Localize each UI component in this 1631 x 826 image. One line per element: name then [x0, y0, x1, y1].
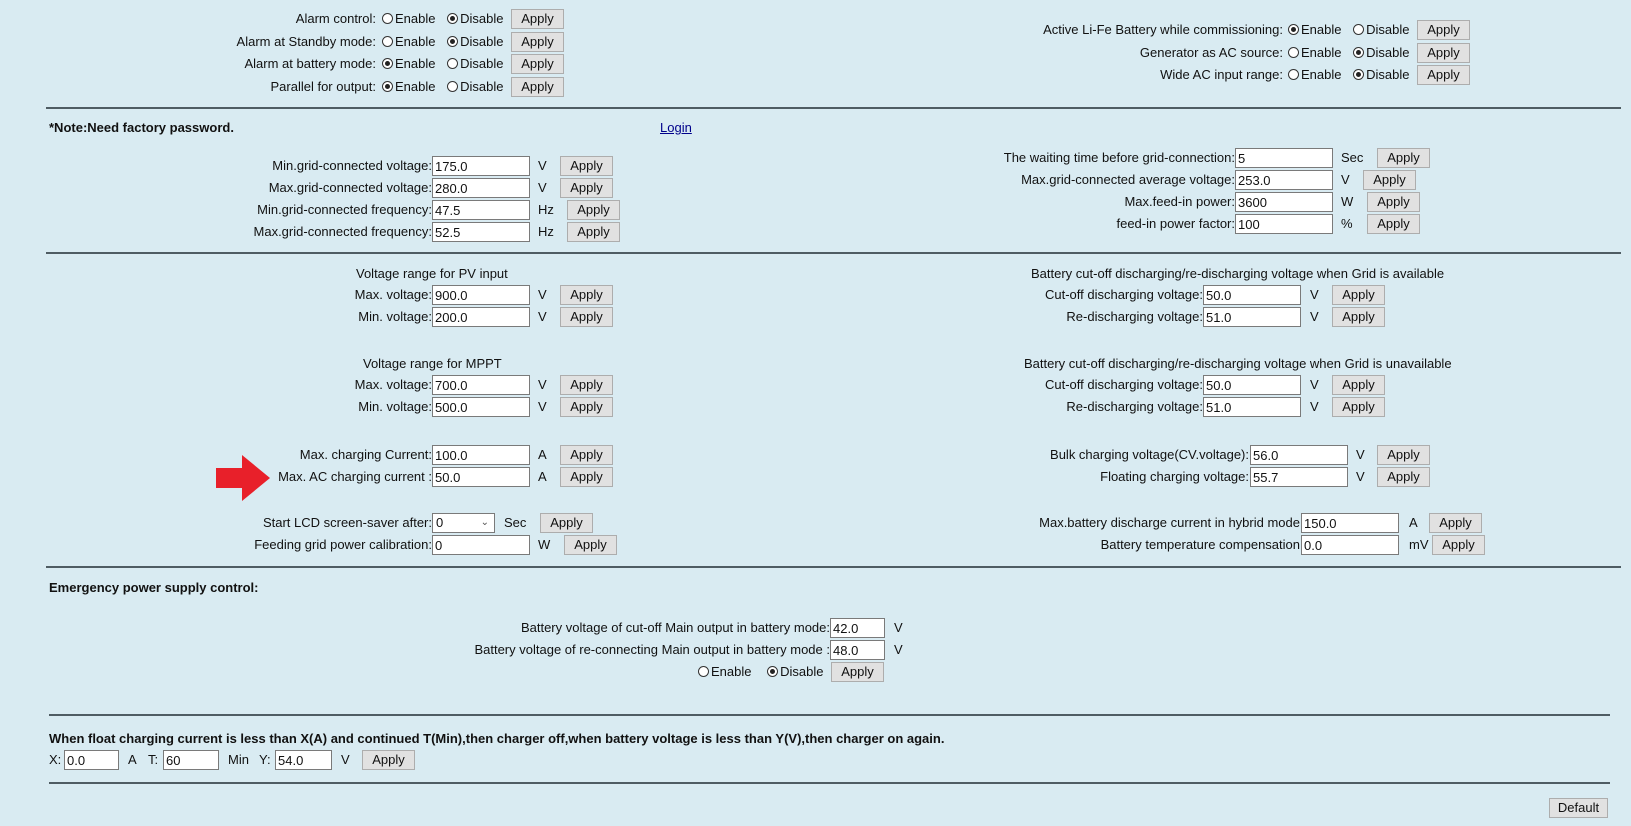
- radio-enable[interactable]: Enable: [382, 56, 435, 71]
- label: Max.grid-connected frequency:: [253, 224, 432, 239]
- label: Parallel for output:: [270, 79, 376, 94]
- unit: A: [538, 469, 547, 484]
- label: Max.grid-connected voltage:: [268, 180, 432, 195]
- label: Min. voltage:: [358, 309, 432, 324]
- pv-title: Voltage range for PV input: [356, 266, 508, 281]
- radio-icon[interactable]: [447, 58, 458, 69]
- pv-max-voltage-input[interactable]: [432, 285, 530, 305]
- apply-button[interactable]: Apply: [560, 307, 613, 327]
- unit: V: [1310, 399, 1319, 414]
- unit: Sec: [1341, 150, 1364, 165]
- radio-icon[interactable]: [382, 81, 393, 92]
- radio-icon[interactable]: [1353, 24, 1364, 35]
- radio-disable[interactable]: Disable: [1353, 45, 1409, 60]
- grid-avail-cutoff-input[interactable]: [1203, 285, 1301, 305]
- x-unit: A: [128, 752, 137, 767]
- label: Alarm control:: [295, 11, 376, 26]
- label: Min.grid-connected frequency:: [257, 202, 432, 217]
- unit: mV: [1409, 537, 1429, 552]
- grid-available-title: Battery cut-off discharging/re-discharging voltage when Grid is available: [1031, 266, 1445, 281]
- mppt-title: Voltage range for MPPT: [363, 356, 502, 371]
- unit: A: [538, 447, 547, 462]
- radio-disable[interactable]: Disable: [447, 56, 503, 71]
- radio-icon[interactable]: [382, 13, 393, 24]
- radio-icon[interactable]: [767, 666, 778, 677]
- floating-charging-voltage-input[interactable]: [1250, 467, 1348, 487]
- apply-button[interactable]: Apply: [564, 535, 617, 555]
- red-arrow-annotation: [216, 455, 270, 501]
- temp-compensation-input[interactable]: [1301, 535, 1399, 555]
- apply-button[interactable]: Apply: [567, 222, 620, 242]
- unit: V: [1356, 447, 1365, 462]
- apply-button[interactable]: Apply: [1377, 148, 1430, 168]
- label: Alarm at Standby mode:: [236, 34, 376, 49]
- radio-enable[interactable]: Enable: [382, 79, 435, 94]
- label: Battery temperature compensation: [1100, 537, 1300, 552]
- label: Alarm at battery mode:: [244, 56, 376, 71]
- apply-button[interactable]: Apply: [1417, 20, 1470, 40]
- x-input[interactable]: [64, 750, 119, 770]
- lcd-screensaver-select[interactable]: 0 ⌄: [432, 513, 495, 533]
- apply-button[interactable]: Apply: [511, 32, 564, 52]
- apply-button[interactable]: Apply: [1417, 43, 1470, 63]
- divider: [46, 107, 1621, 109]
- label: Battery voltage of re-connecting Main output in battery mode :: [474, 642, 830, 657]
- waiting-time-input[interactable]: [1235, 148, 1333, 168]
- factory-note: *Note:Need factory password.: [49, 120, 234, 135]
- radio-icon[interactable]: [1288, 24, 1299, 35]
- unit: V: [1310, 377, 1319, 392]
- emergency-title: Emergency power supply control:: [49, 580, 259, 595]
- mppt-max-voltage-input[interactable]: [432, 375, 530, 395]
- y-input[interactable]: [275, 750, 332, 770]
- unit: V: [1341, 172, 1350, 187]
- radio-disable[interactable]: Disable: [447, 79, 503, 94]
- apply-button[interactable]: Apply: [1367, 192, 1420, 212]
- unit: V: [538, 377, 547, 392]
- grid-unavail-redischarge-input[interactable]: [1203, 397, 1301, 417]
- radio-disable[interactable]: Disable: [1353, 22, 1409, 37]
- arrow-shape: [216, 455, 270, 501]
- label: Max. voltage:: [354, 377, 432, 392]
- radio-icon[interactable]: [447, 13, 458, 24]
- pv-min-voltage-input[interactable]: [432, 307, 530, 327]
- t-label: T:: [148, 752, 159, 767]
- emergency-cutoff-input[interactable]: [830, 618, 885, 638]
- label: Cut-off discharging voltage:: [1044, 287, 1203, 302]
- apply-button[interactable]: Apply: [567, 200, 620, 220]
- radio-enable[interactable]: Enable: [1288, 67, 1341, 82]
- apply-button[interactable]: Apply: [1377, 467, 1430, 487]
- radio-icon[interactable]: [447, 36, 458, 47]
- label: Min.grid-connected voltage:: [272, 158, 432, 173]
- label: The waiting time before grid-connection:: [1003, 150, 1235, 165]
- label: Active Li-Fe Battery while commissioning:: [1043, 22, 1283, 37]
- radio-icon[interactable]: [1353, 69, 1364, 80]
- unit: %: [1341, 216, 1353, 231]
- radio-icon[interactable]: [382, 36, 393, 47]
- unit: V: [538, 158, 547, 173]
- divider: [49, 782, 1610, 784]
- apply-button[interactable]: Apply: [1429, 513, 1482, 533]
- grid-avail-redischarge-input[interactable]: [1203, 307, 1301, 327]
- bulk-charging-voltage-input[interactable]: [1250, 445, 1348, 465]
- min-grid-voltage-input[interactable]: [432, 156, 530, 176]
- unit: W: [1341, 194, 1354, 209]
- apply-button[interactable]: Apply: [560, 397, 613, 417]
- max-grid-voltage-input[interactable]: [432, 178, 530, 198]
- unit: W: [538, 537, 551, 552]
- label: Wide AC input range:: [1160, 67, 1283, 82]
- radio-disable[interactable]: Disable: [447, 34, 503, 49]
- radio-enable[interactable]: Enable: [382, 11, 435, 26]
- label: feed-in power factor:: [1116, 216, 1235, 231]
- label: Max.battery discharge current in hybrid mode: [1039, 515, 1300, 530]
- apply-button[interactable]: Apply: [560, 156, 613, 176]
- unit: Hz: [538, 202, 554, 217]
- radio-icon[interactable]: [1288, 69, 1299, 80]
- radio-enable[interactable]: Enable: [1288, 45, 1341, 60]
- label: Max. voltage:: [354, 287, 432, 302]
- label: Battery voltage of cut-off Main output in battery mode:: [520, 620, 830, 635]
- max-ac-charging-current-input[interactable]: [432, 467, 530, 487]
- x-label: X:: [49, 752, 62, 767]
- max-feed-in-power-input[interactable]: [1235, 192, 1333, 212]
- label: Start LCD screen-saver after:: [262, 515, 432, 530]
- unit: V: [894, 642, 903, 657]
- grid-unavailable-title: Battery cut-off discharging/re-discharging voltage when Grid is unavailable: [1024, 356, 1452, 371]
- min-grid-frequency-input[interactable]: [432, 200, 530, 220]
- mppt-min-voltage-input[interactable]: [432, 397, 530, 417]
- apply-button[interactable]: Apply: [560, 178, 613, 198]
- emergency-apply-button[interactable]: Apply: [831, 662, 884, 682]
- radio-icon[interactable]: [382, 58, 393, 69]
- label: Feeding grid power calibration:: [254, 537, 432, 552]
- unit: V: [538, 399, 547, 414]
- unit: V: [538, 287, 547, 302]
- max-charging-current-input[interactable]: [432, 445, 530, 465]
- float-charging-description: When float charging current is less than X(A) and continued T(Min),then charger off,when battery voltage is less than Y(V),then charger on again.: [49, 731, 945, 746]
- divider: [46, 566, 1621, 568]
- chevron-down-icon: ⌄: [480, 517, 489, 528]
- apply-button[interactable]: Apply: [511, 9, 564, 29]
- y-label: Y:: [259, 752, 271, 767]
- apply-button[interactable]: Apply: [1432, 535, 1485, 555]
- unit: A: [1409, 515, 1418, 530]
- feeding-calibration-input[interactable]: [432, 535, 530, 555]
- label: Bulk charging voltage(CV.voltage):: [1050, 447, 1249, 462]
- unit: V: [1310, 287, 1319, 302]
- radio-enable[interactable]: Enable: [698, 664, 751, 679]
- unit: Sec: [504, 515, 527, 530]
- login-link[interactable]: Login: [660, 120, 692, 135]
- unit: V: [538, 309, 547, 324]
- label: Re-discharging voltage:: [1066, 309, 1203, 324]
- radio-icon[interactable]: [698, 666, 709, 677]
- default-button[interactable]: Default: [1549, 798, 1608, 818]
- divider: [49, 714, 1610, 716]
- apply-button[interactable]: Apply: [560, 445, 613, 465]
- emergency-radio-group: [698, 662, 831, 682]
- label: Max.feed-in power:: [1124, 194, 1235, 209]
- radio-enable[interactable]: Enable: [382, 34, 435, 49]
- apply-button[interactable]: Apply: [560, 285, 613, 305]
- label: Floating charging voltage:: [1100, 469, 1249, 484]
- label: Max. AC charging current :: [278, 469, 432, 484]
- feed-in-power-factor-input[interactable]: [1235, 214, 1333, 234]
- label: Max.grid-connected average voltage:: [1021, 172, 1235, 187]
- unit: V: [538, 180, 547, 195]
- radio-disable[interactable]: Disable: [447, 11, 503, 26]
- t-input[interactable]: [163, 750, 219, 770]
- apply-button[interactable]: Apply: [1332, 397, 1385, 417]
- apply-button[interactable]: Apply: [1332, 375, 1385, 395]
- radio-icon[interactable]: [447, 81, 458, 92]
- label: Re-discharging voltage:: [1066, 399, 1203, 414]
- apply-button[interactable]: Apply: [511, 77, 564, 97]
- apply-button[interactable]: Apply: [1377, 445, 1430, 465]
- label: Cut-off discharging voltage:: [1044, 377, 1203, 392]
- divider: [46, 252, 1621, 254]
- label: Generator as AC source:: [1139, 45, 1283, 60]
- emergency-reconnect-input[interactable]: [830, 640, 885, 660]
- apply-button[interactable]: Apply: [511, 54, 564, 74]
- unit: V: [1356, 469, 1365, 484]
- apply-button[interactable]: Apply: [560, 375, 613, 395]
- apply-button[interactable]: Apply: [1417, 65, 1470, 85]
- radio-icon[interactable]: [1353, 47, 1364, 58]
- grid-unavail-cutoff-input[interactable]: [1203, 375, 1301, 395]
- max-grid-frequency-input[interactable]: [432, 222, 530, 242]
- apply-button[interactable]: Apply: [1332, 307, 1385, 327]
- unit: V: [894, 620, 903, 635]
- label: Min. voltage:: [358, 399, 432, 414]
- apply-button[interactable]: Apply: [540, 513, 593, 533]
- unit: Hz: [538, 224, 554, 239]
- radio-icon[interactable]: [1288, 47, 1299, 58]
- apply-button[interactable]: Apply: [560, 467, 613, 487]
- radio-disable[interactable]: Disable: [767, 664, 823, 679]
- apply-button[interactable]: Apply: [1332, 285, 1385, 305]
- hybrid-discharge-input[interactable]: [1301, 513, 1399, 533]
- unit: V: [1310, 309, 1319, 324]
- radio-disable[interactable]: Disable: [1353, 67, 1409, 82]
- max-grid-avg-voltage-input[interactable]: [1235, 170, 1333, 190]
- t-unit: Min: [228, 752, 249, 767]
- apply-button[interactable]: Apply: [1363, 170, 1416, 190]
- label: Max. charging Current:: [299, 447, 432, 462]
- float-apply-button[interactable]: Apply: [362, 750, 415, 770]
- y-unit: V: [341, 752, 350, 767]
- apply-button[interactable]: Apply: [1367, 214, 1420, 234]
- radio-enable[interactable]: Enable: [1288, 22, 1341, 37]
